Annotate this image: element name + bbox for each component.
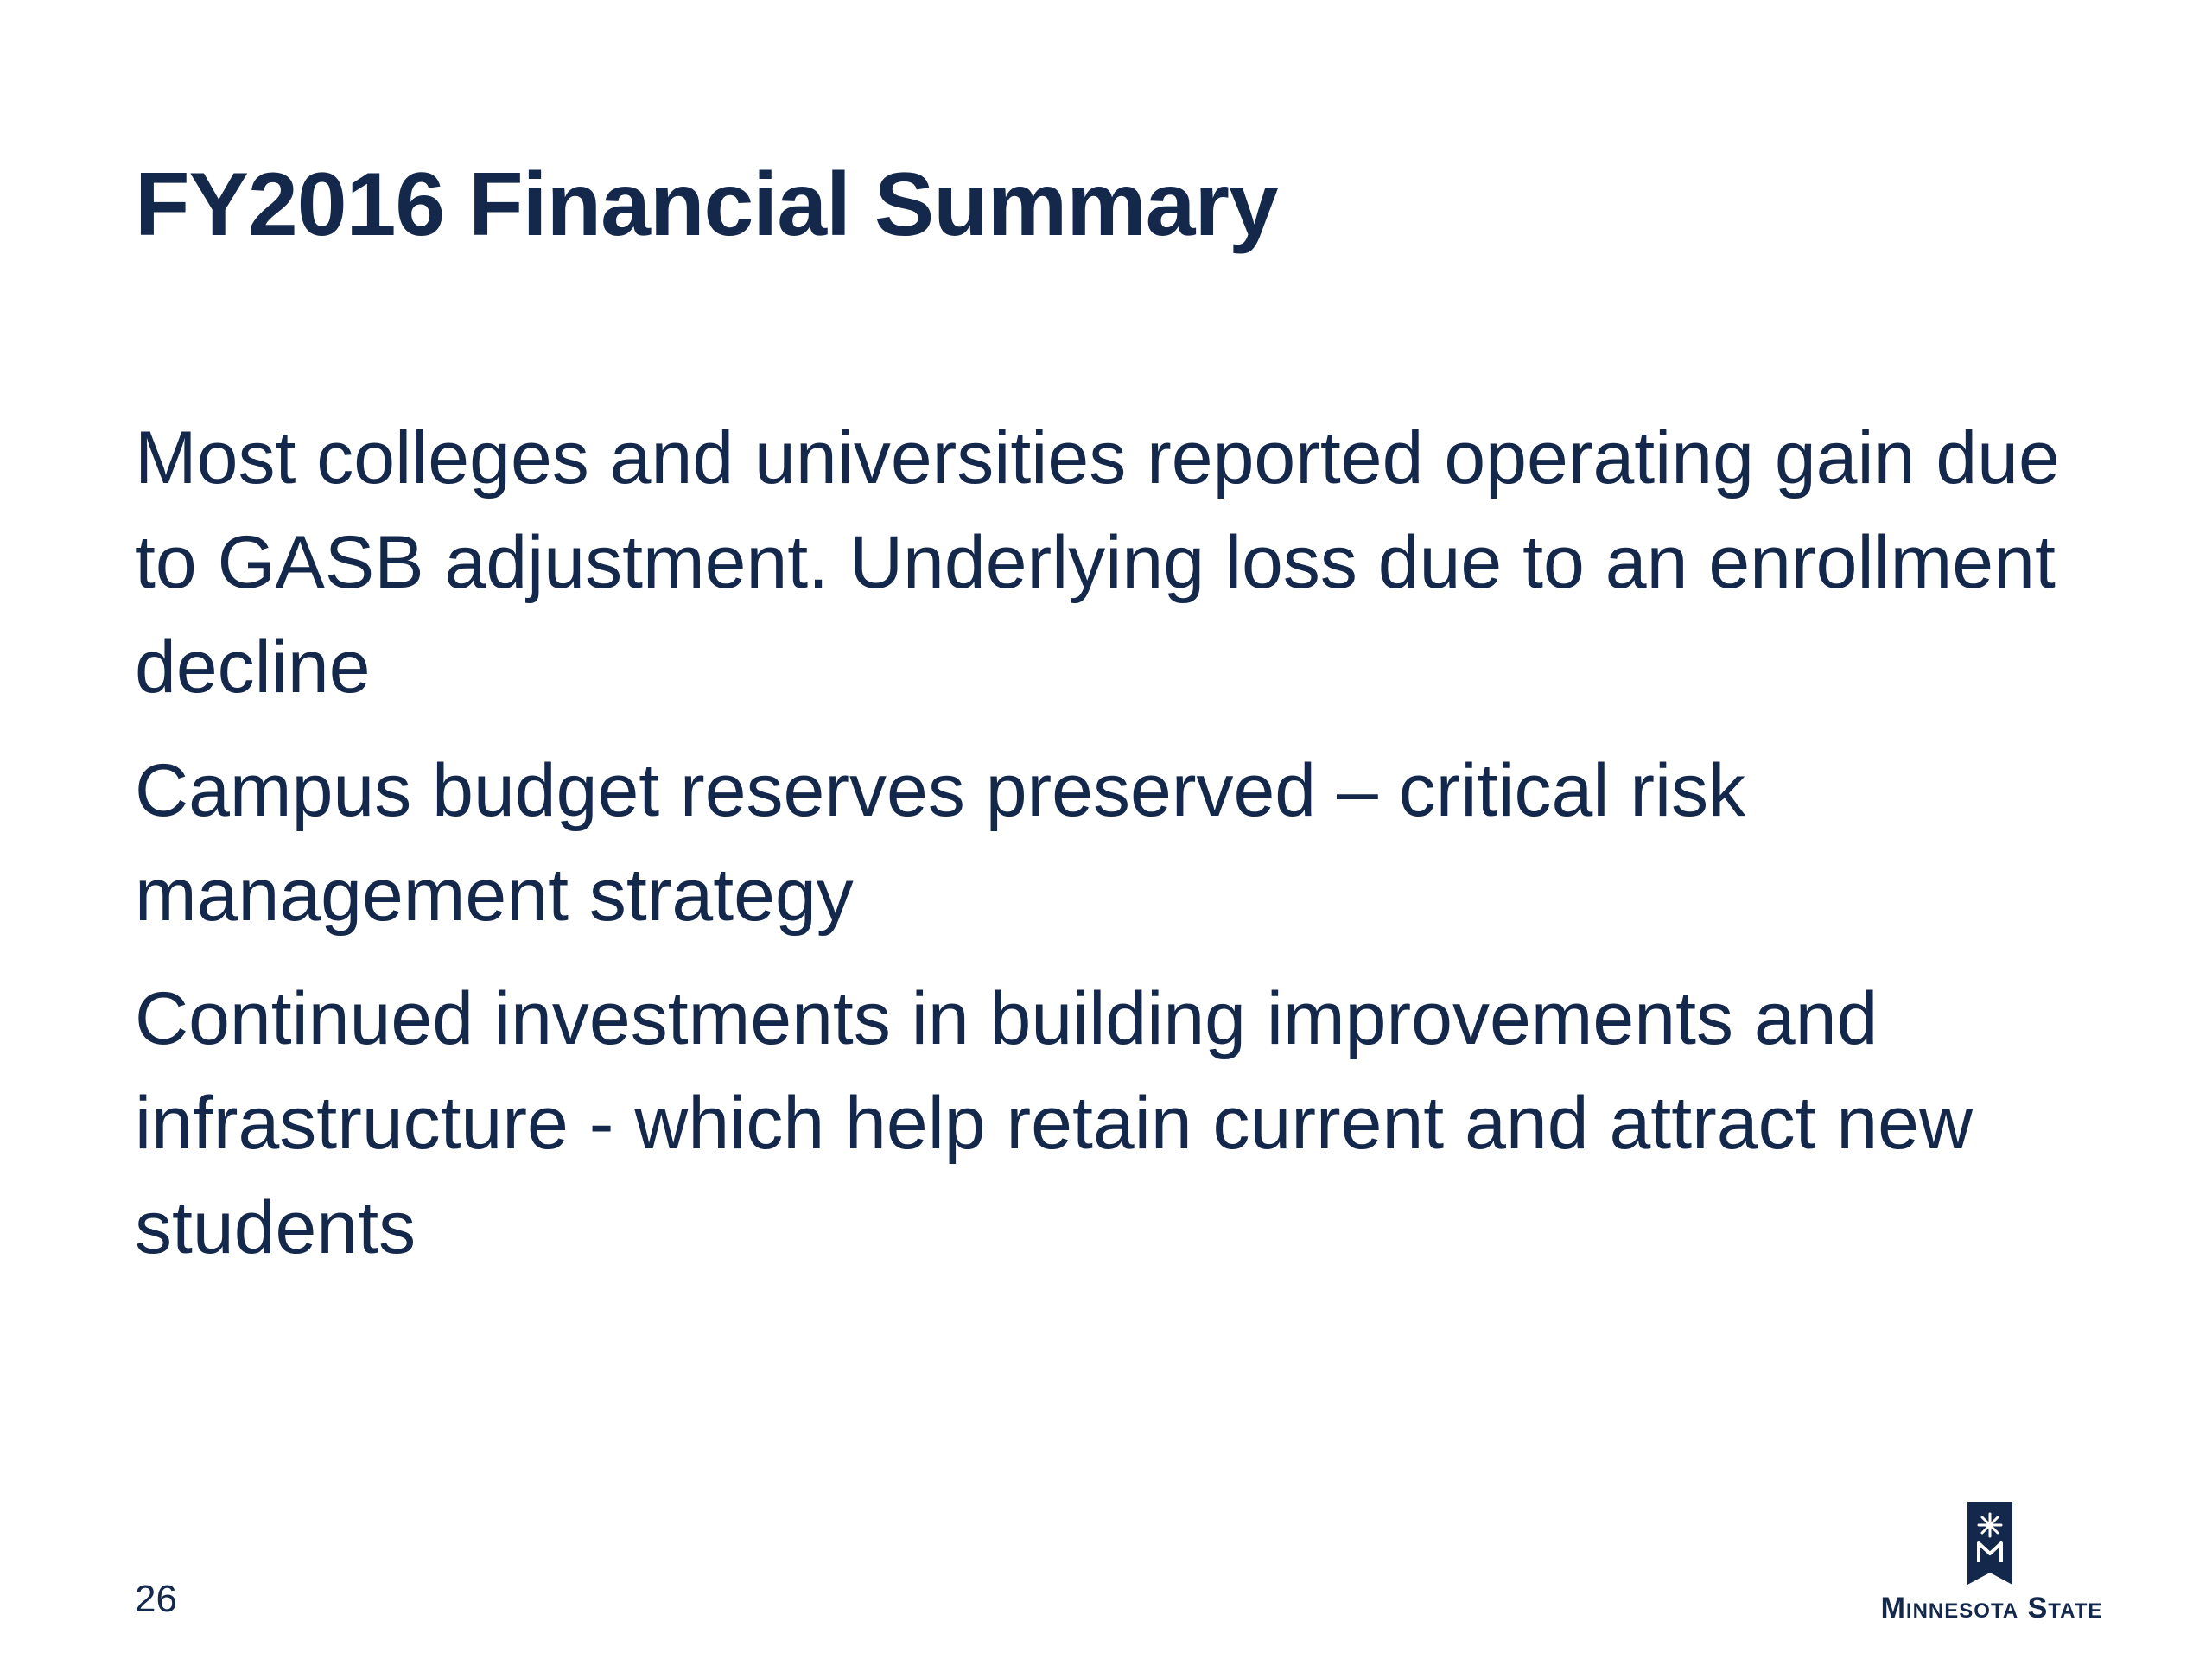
bullet-item: Most colleges and universities reported operating gain due to GASB adjustment. Underlying loss due to an enrollment decline: [135, 416, 2060, 709]
bullet-item: Continued investments in building improvements and infrastructure - which help retain current and attract new students: [135, 977, 1974, 1269]
slide-title: FY2016 Financial Summary: [135, 155, 1278, 255]
page-number: 26: [135, 1578, 177, 1620]
bullet-item: Campus budget reserves preserved – critical risk management strategy: [135, 749, 1746, 937]
bullet-list: [135, 406, 2105, 1300]
minnesota-state-logo: [1858, 1502, 2126, 1631]
minnesota-state-star-m-icon: [1964, 1502, 2016, 1585]
logo-text: Minnesota State: [1880, 1592, 2103, 1624]
